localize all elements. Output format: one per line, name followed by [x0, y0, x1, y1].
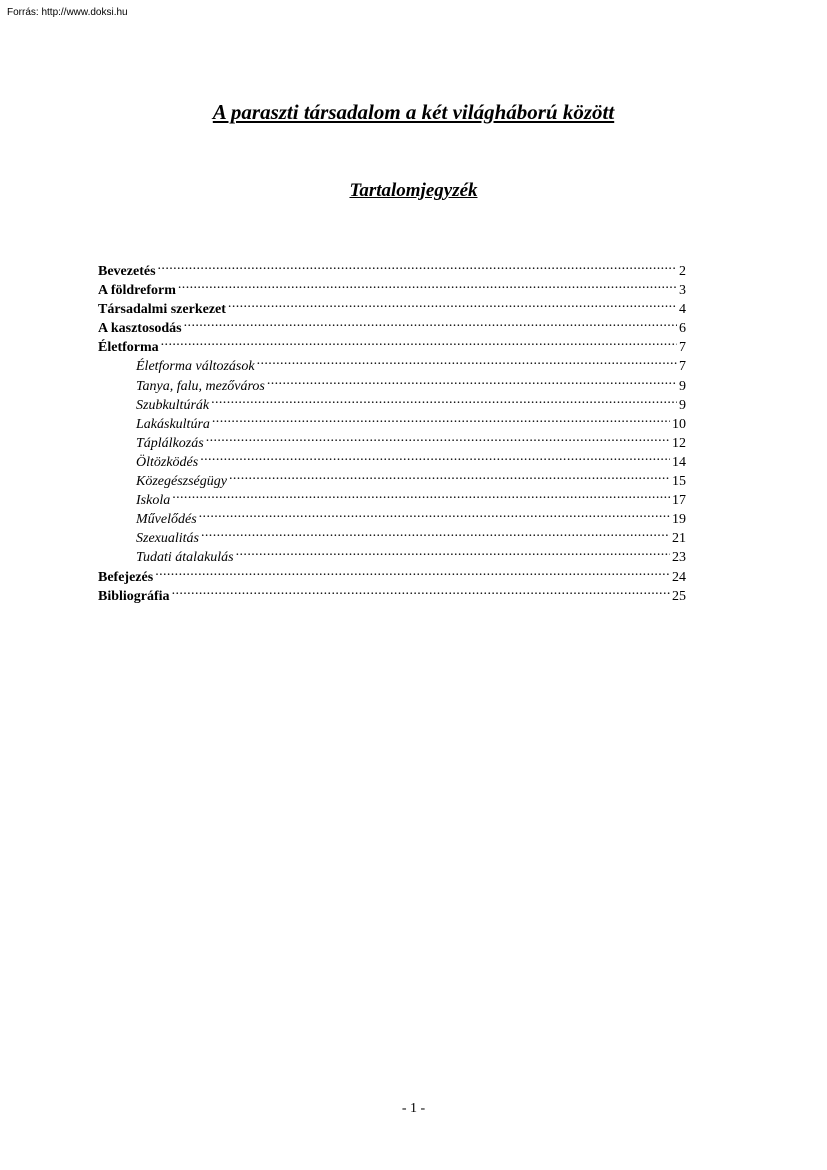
toc-subentry[interactable]: [98, 504, 686, 528]
toc-dot-leader: [172, 485, 670, 504]
toc-subentry[interactable]: [98, 485, 686, 509]
toc-entry[interactable]: [98, 275, 686, 299]
toc-subentry-page: 9: [679, 397, 686, 413]
toc-dot-leader: [228, 294, 677, 313]
toc-dot-leader: [161, 332, 677, 351]
toc-entry-page: 25: [672, 588, 686, 604]
toc-subentry-page: 12: [672, 435, 686, 451]
toc-dot-leader: [184, 313, 677, 332]
toc-entry-label: A földreform: [98, 283, 176, 299]
toc-entry-page: 3: [679, 283, 686, 299]
toc-subentry-label: Táplálkozás: [136, 435, 204, 451]
table-of-contents: [98, 256, 686, 604]
toc-dot-leader: [211, 390, 677, 409]
toc-entry[interactable]: [98, 313, 686, 337]
toc-subentry-page: 19: [672, 512, 686, 528]
toc-entry-page: 2: [679, 264, 686, 279]
document-title: A paraszti társadalom a két világháború között: [212, 100, 615, 124]
toc-subentry-label: Tanya, falu, mezőváros: [136, 378, 265, 394]
toc-subentry-label: Öltözködés: [136, 454, 199, 470]
toc-subentry-page: 9: [679, 378, 686, 394]
toc-subentry-page: 21: [672, 531, 686, 547]
toc-dot-leader: [199, 504, 670, 523]
toc-subentry-page: 15: [672, 474, 686, 490]
toc-dot-leader: [236, 542, 670, 561]
toc-subentry-label: Iskola: [136, 493, 171, 509]
toc-dot-leader: [178, 275, 677, 294]
toc-subentry-label: Életforma változások: [136, 359, 255, 375]
page-number: - 1 -: [401, 1101, 426, 1116]
toc-entry[interactable]: [98, 294, 686, 318]
toc-dot-leader: [212, 409, 670, 428]
toc-subentry-page: 17: [672, 493, 686, 509]
toc-entry-page: 7: [679, 340, 686, 356]
toc-entry-page: 24: [672, 569, 686, 585]
toc-dot-leader: [229, 466, 670, 485]
toc-subentry-page: 10: [672, 416, 686, 432]
toc-dot-leader: [200, 447, 670, 466]
toc-dot-leader: [158, 256, 677, 275]
toc-entry-label: Bibliográfia: [98, 588, 170, 604]
toc-entry-label: Életforma: [98, 340, 159, 356]
toc-subentry-label: Tudati átalakulás: [136, 550, 234, 566]
toc-subentry-label: Közegészségügy: [136, 474, 227, 490]
toc-subentry-page: 14: [672, 454, 686, 470]
toc-dot-leader: [172, 581, 670, 600]
toc-subentry-label: Szexualitás: [136, 531, 199, 547]
toc-entry-label: Befejezés: [98, 569, 154, 585]
toc-entry-label: A kasztosodás: [98, 321, 182, 337]
toc-subentry-label: Lakáskultúra: [136, 416, 210, 432]
source-note: Forrás: http://www.doksi.hu: [7, 7, 128, 18]
toc-entry-page: 6: [679, 321, 686, 337]
toc-dot-leader: [155, 562, 670, 581]
toc-subentry-label: Művelődés: [136, 512, 197, 528]
toc-entry-label: Társadalmi szerkezet: [98, 302, 226, 318]
toc-entry-page: 4: [679, 302, 686, 318]
toc-entry[interactable]: [98, 581, 686, 604]
toc-subentry-page: 7: [679, 359, 686, 375]
toc-subentry[interactable]: [98, 351, 686, 375]
toc-dot-leader: [257, 351, 677, 370]
toc-entry[interactable]: [98, 256, 686, 279]
toc-dot-leader: [267, 371, 677, 390]
toc-subentry-page: 23: [672, 550, 686, 566]
toc-entry[interactable]: [98, 562, 686, 585]
toc-entry[interactable]: [98, 332, 686, 356]
toc-entry-label: Bevezetés: [98, 264, 156, 279]
toc-subentry-label: Szubkultúrák: [136, 397, 210, 413]
toc-dot-leader: [206, 428, 670, 447]
toc-heading: Tartalomjegyzék: [349, 180, 478, 201]
toc-dot-leader: [201, 523, 670, 542]
